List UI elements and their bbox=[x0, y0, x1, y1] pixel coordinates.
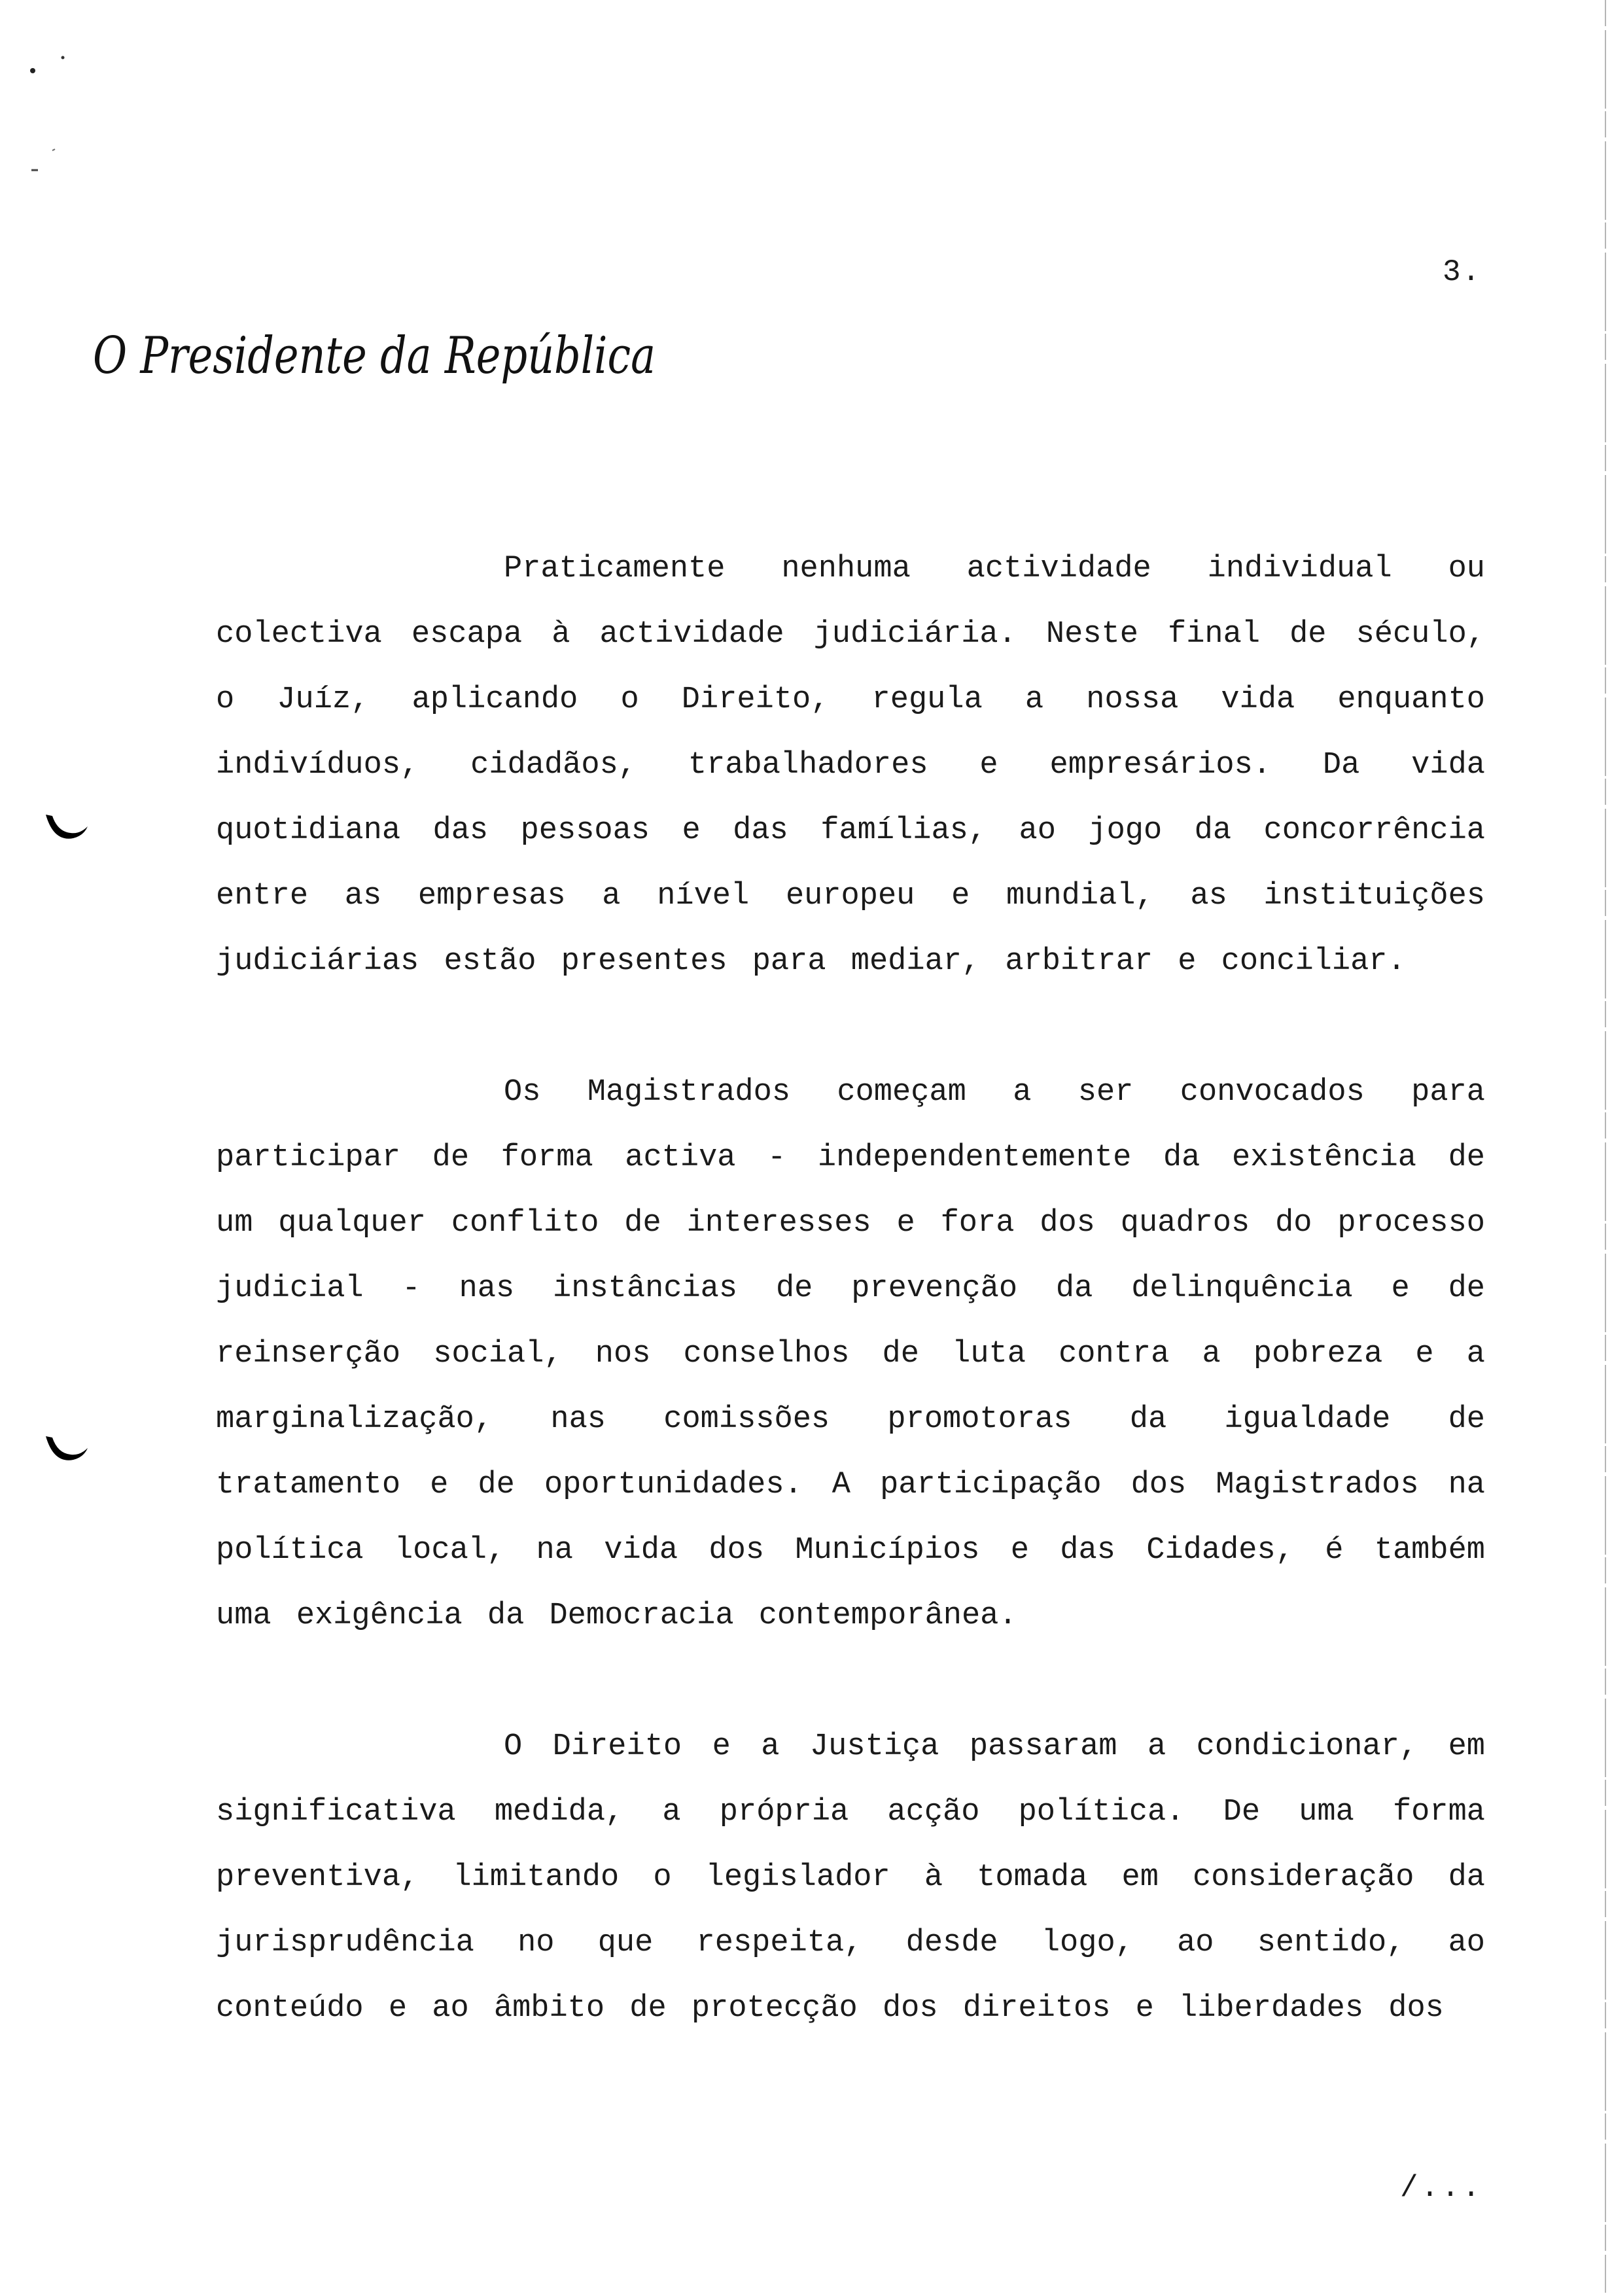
paragraph: Praticamente nenhuma actividade individual ou colectiva escapa à actividade judiciária. Neste final de século, o Juíz, aplicando o Direito, regula a nossa vida enquanto indivíduos, cidadãos, trabalhadores e empresários. Da vida quotidiana das pessoas e das famílias, ao jogo da concorrência entre as empresas a nível europeu e mundial, as instituições judiciárias estão presentes para mediar, arbitrar e conciliar. bbox=[216, 552, 1485, 979]
scan-specks bbox=[26, 52, 79, 196]
letterhead bbox=[90, 308, 666, 406]
document-body bbox=[216, 537, 1485, 2107]
page-edge-line bbox=[1604, 0, 1607, 2293]
punch-mark bbox=[41, 1430, 93, 1469]
paragraph: O Direito e a Justiça passaram a condicionar, em significativa medida, a própria acção política. De uma forma preventiva, limitando o legislador à tomada em consideração da jurisprudência no que respeita, desde logo, ao sentido, ao conteúdo e ao âmbito de protecção dos direitos e liberdades dos bbox=[216, 1729, 1485, 2026]
letterhead-title: O Presidente da República bbox=[93, 327, 656, 385]
continuation-mark: /... bbox=[1400, 2171, 1483, 2205]
paragraph: Os Magistrados começam a ser convocados para participar de forma activa - independentemente da existência de um qualquer conflito de interesses e fora dos quadros do processo judicial - nas instâncias de prevenção da delinquência e de reinserção social, nos conselhos de luta contra a pobreza e a marginalização, nas comissões promotoras da igualdade de tratamento e de oportunidades. A participação dos Magistrados na política local, na vida dos Municípios e das Cidades, é também uma exigência da Democracia contemporânea. bbox=[216, 1075, 1485, 1633]
page-number: 3. bbox=[1443, 255, 1482, 289]
punch-mark bbox=[41, 808, 93, 847]
